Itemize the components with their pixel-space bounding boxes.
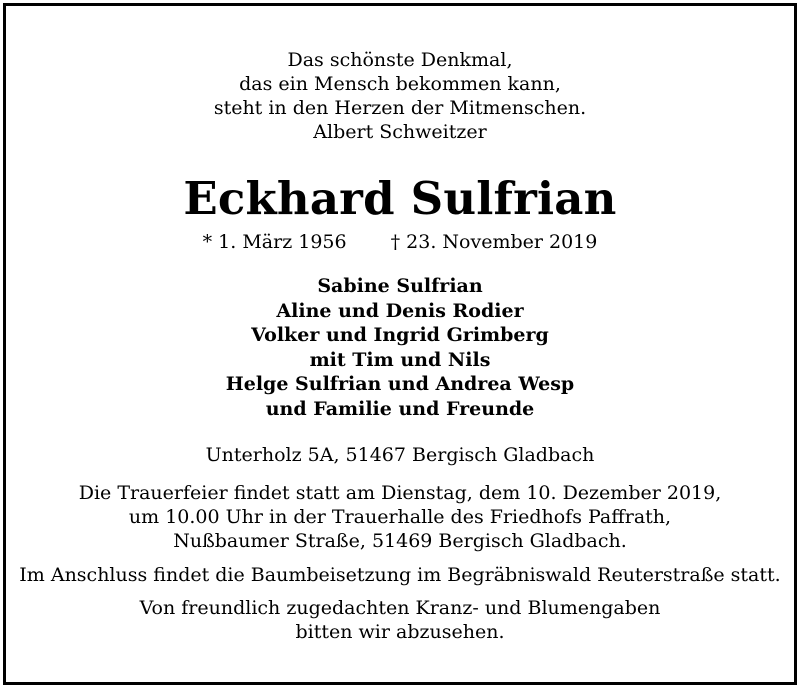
life-dates (0, 230, 800, 254)
memorial-quote (0, 48, 800, 144)
service-line: Nußbaumer Straße, 51469 Bergisch Gladbach. (173, 530, 627, 552)
death-date: † 23. November 2019 (390, 231, 598, 253)
quote-line: steht in den Herzen der Mitmenschen. (213, 97, 587, 119)
mourner-line: und Familie und Freunde (265, 397, 535, 420)
mourner-line: mit Tim und Nils (309, 348, 491, 371)
family-address: Unterholz 5A, 51467 Bergisch Gladbach (205, 444, 595, 466)
service-line: um 10.00 Uhr in der Trauerhalle des Friedhofs Paffrath, (128, 506, 672, 528)
burial-info: Im Anschluss findet die Baumbeisetzung im Begräbniswald Reuterstraße statt. (19, 564, 781, 586)
mourner-line: Sabine Sulfrian (317, 275, 483, 297)
quote-line: das ein Mensch bekommen kann, (239, 73, 561, 95)
mourner-line: Volker und Ingrid Grimberg (251, 324, 549, 346)
flowers-line: Von freundlich zugedachten Kranz- und Blumengaben (139, 597, 661, 619)
deceased-name: Eckhard Sulfrian (183, 172, 617, 225)
flowers-note (0, 596, 800, 644)
birth-date: * 1. März 1956 (202, 231, 347, 253)
service-line: Die Trauerfeier findet statt am Dienstag, dem 10. Dezember 2019, (78, 482, 722, 504)
quote-line: Das schönste Denkmal, (287, 49, 513, 71)
mourner-line: Aline und Denis Rodier (276, 299, 524, 322)
mourners-list (0, 274, 800, 421)
flowers-line: bitten wir abzusehen. (295, 621, 505, 643)
quote-author: Albert Schweitzer (313, 121, 487, 143)
funeral-service-info (0, 481, 800, 553)
mourner-line: Helge Sulfrian und Andrea Wesp (225, 373, 575, 395)
